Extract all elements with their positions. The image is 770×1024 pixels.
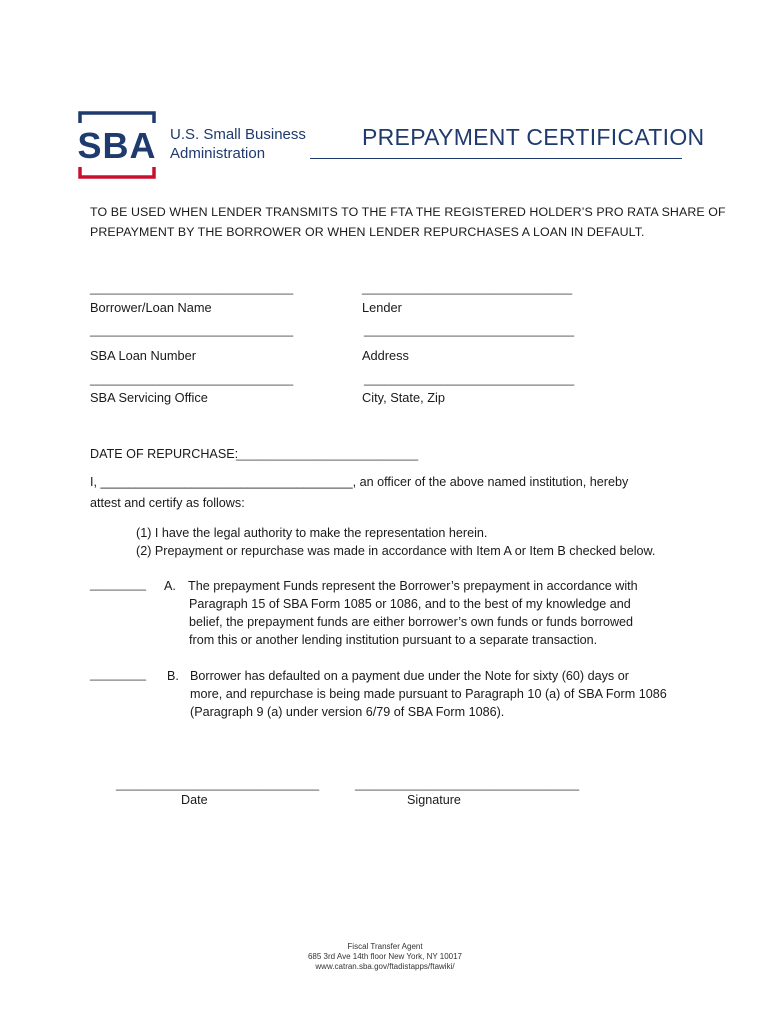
borrower-blank[interactable]: _____________________________ <box>90 281 294 295</box>
option-a-line3: belief, the prepayment funds are either borrower’s own funds or funds borrowed <box>189 615 634 629</box>
address-blank[interactable]: ______________________________ <box>364 323 575 337</box>
option-b-line1: Borrower has defaulted on a payment due under the Note for sixty (60) days or <box>190 669 629 683</box>
repurchase-date-label: DATE OF REPURCHASE: <box>90 447 239 461</box>
city-blank[interactable]: ______________________________ <box>364 372 575 386</box>
address-label: Address <box>362 348 409 363</box>
date-blank[interactable]: _____________________________ <box>116 777 320 791</box>
date-label: Date <box>181 793 208 807</box>
lender-blank[interactable]: ______________________________ <box>362 281 573 295</box>
option-b-text <box>190 667 667 721</box>
option-a-line4: from this or another lending institution pursuant to a separate transaction. <box>189 633 598 647</box>
loan-number-blank[interactable]: _____________________________ <box>90 323 294 337</box>
signature-blank[interactable]: ________________________________ <box>355 777 580 791</box>
agency-name-line1: U.S. Small Business <box>170 126 306 143</box>
option-a-letter: A. <box>164 579 176 593</box>
agency-name-line2: Administration <box>170 145 266 162</box>
certification-item-1: (1) I have the legal authority to make the representation herein. <box>136 526 488 540</box>
sba-logo <box>76 111 158 179</box>
loan-number-label: SBA Loan Number <box>90 348 196 363</box>
servicing-office-blank[interactable]: _____________________________ <box>90 372 294 386</box>
option-b-checkbox-blank[interactable]: ________ <box>90 667 147 681</box>
footer <box>0 942 770 972</box>
logo-bracket-bottom <box>80 167 154 177</box>
certification-item-2: (2) Prepayment or repurchase was made in accordance with Item A or Item B checked below. <box>136 544 656 558</box>
signature-label: Signature <box>407 793 461 807</box>
servicing-office-label: SBA Servicing Office <box>90 390 208 405</box>
certification-list <box>136 524 655 560</box>
option-b-letter: B. <box>167 669 179 683</box>
title-underline <box>310 158 682 159</box>
borrower-label: Borrower/Loan Name <box>90 300 212 315</box>
option-a-line2: Paragraph 15 of SBA Form 1085 or 1086, and to the best of my knowledge and <box>189 597 631 611</box>
footer-address: 685 3rd Ave 14th floor New York, NY 10017 <box>307 952 463 961</box>
city-label: City, State, Zip <box>362 390 445 405</box>
intro-text <box>90 202 726 242</box>
intro-line1: TO BE USED WHEN LENDER TRANSMITS TO THE FTA THE REGISTERED HOLDER’S PRO RATA SHARE OF <box>90 205 726 219</box>
logo-bracket-top <box>80 113 154 123</box>
footer-url: www.catran.sba.gov/ftadistapps/ftawiki/ <box>315 962 455 971</box>
option-b-line2: more, and repurchase is being made pursuant to Paragraph 10 (a) of SBA Form 1086 <box>190 687 667 701</box>
repurchase-date-blank[interactable]: __________________________ <box>236 447 419 461</box>
option-b-line3: (Paragraph 9 (a) under version 6/79 of SBA Form 1086). <box>190 705 505 719</box>
agency-name <box>170 125 306 163</box>
attest-line1: I, ____________________________________, an officer of the above named institution, hereby <box>90 475 629 489</box>
attest-line2: attest and certify as follows: <box>90 496 245 510</box>
option-a-text <box>189 577 638 649</box>
logo-letters: SBA <box>77 125 157 166</box>
intro-line2: PREPAYMENT BY THE BORROWER OR WHEN LENDER REPURCHASES A LOAN IN DEFAULT. <box>90 225 645 239</box>
option-a-checkbox-blank[interactable]: ________ <box>90 577 147 591</box>
footer-agent: Fiscal Transfer Agent <box>347 942 423 951</box>
page-title: PREPAYMENT CERTIFICATION <box>362 124 705 150</box>
lender-label: Lender <box>362 300 402 315</box>
option-a-line1: The prepayment Funds represent the Borrower’s prepayment in accordance with <box>188 579 638 593</box>
